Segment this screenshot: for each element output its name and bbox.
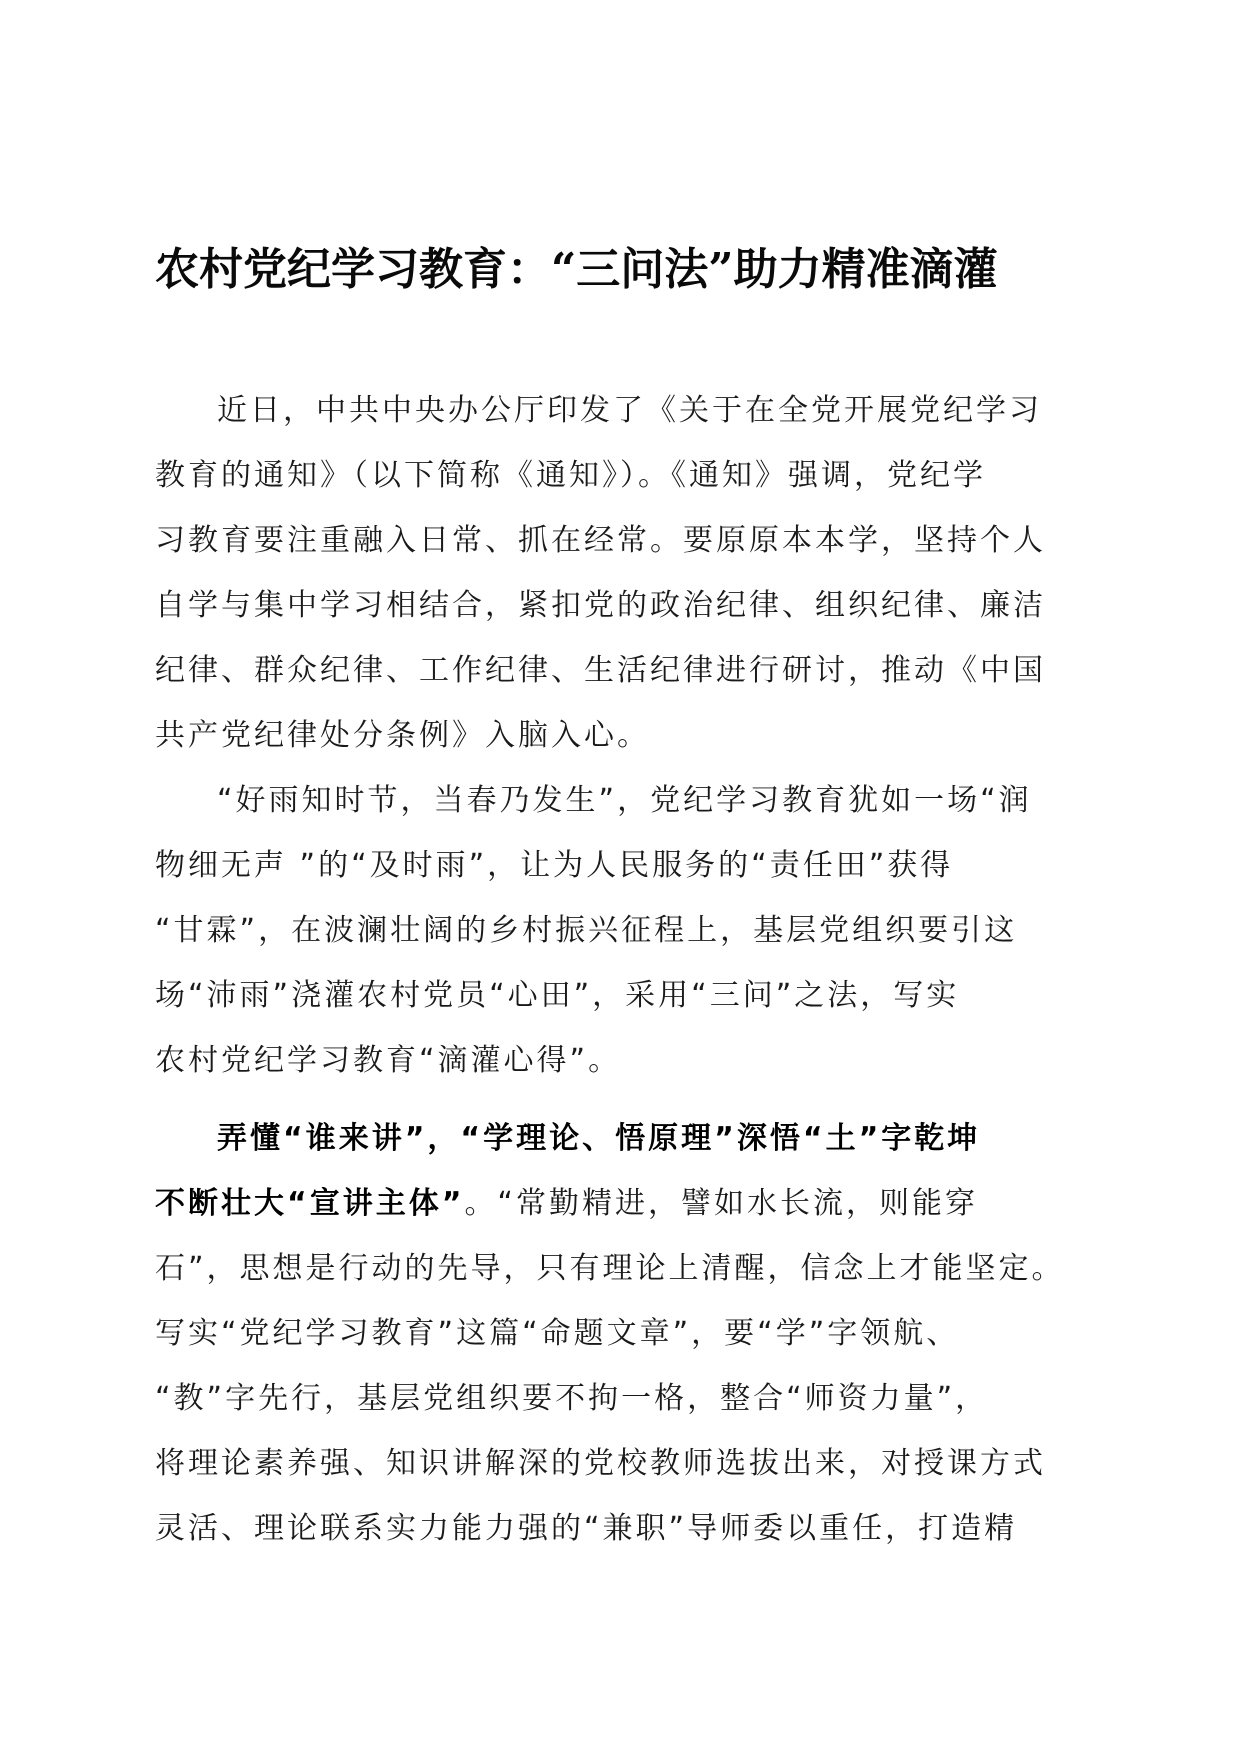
text-line: “好雨知时节，当春乃发生”，党纪学习教育犹如一场“润 [217, 783, 1032, 818]
text-line: 纪律、群众纪律、工作纪律、生活纪律进行研讨，推动《中国 [155, 653, 1046, 688]
text-line: 场“沛雨”浇灌农村党员“心田”，采用“三问”之法，写实 [155, 978, 960, 1013]
paragraph-spacer [155, 1093, 1085, 1106]
text-line: 物细无声 ”的“及时雨”，让为人民服务的“责任田”获得 [155, 848, 954, 883]
text-line: 近日，中共中央办公厅印发了《关于在全党开展党纪学习 [217, 393, 1042, 428]
text-line: 将理论素养强、知识讲解深的党校教师选拔出来，对授课方式 [155, 1446, 1046, 1481]
text-line: “教”字先行，基层党组织要不拘一格，整合“师资力量”， [155, 1381, 989, 1416]
section-heading-tail: 不断壮大“宣讲主体” [155, 1186, 465, 1221]
text-line: 石”，思想是行动的先导，只有理论上清醒，信念上才能坚定。 [155, 1251, 1065, 1286]
document-body [155, 378, 1085, 1561]
text-run: 。“常勤精进，譬如水长流，则能穿 [464, 1186, 978, 1221]
paragraph-1 [155, 378, 1085, 768]
paragraph-3 [155, 1106, 1085, 1561]
text-line: 习教育要注重融入日常、抓在经常。要原原本本学，坚持个人 [155, 523, 1046, 558]
text-line: “甘霖”，在波澜壮阔的乡村振兴征程上，基层党组织要引这 [155, 913, 1018, 948]
text-line: 教育的通知》（以下简称《通知》）。《通知》强调，党纪学 [155, 458, 986, 493]
text-line: 共产党纪律处分条例》入脑入心。 [155, 718, 650, 753]
text-line: 农村党纪学习教育“滴灌心得”。 [155, 1043, 622, 1078]
text-line: 自学与集中学习相结合，紧扣党的政治纪律、组织纪律、廉洁 [155, 588, 1046, 623]
paragraph-2 [155, 768, 1085, 1093]
text-line [155, 1171, 1085, 1236]
section-heading-line: 弄懂“谁来讲”，“学理论、悟原理”深悟“土”字乾坤 [217, 1121, 981, 1156]
text-line: 灵活、理论联系实力能力强的“兼职”导师委以重任，打造精 [155, 1511, 1018, 1546]
document-title: 农村党纪学习教育：“三问法”助力精准滴灌 [155, 244, 998, 295]
text-line: 写实“党纪学习教育”这篇“命题文章”，要“学”字领航、 [155, 1316, 960, 1351]
